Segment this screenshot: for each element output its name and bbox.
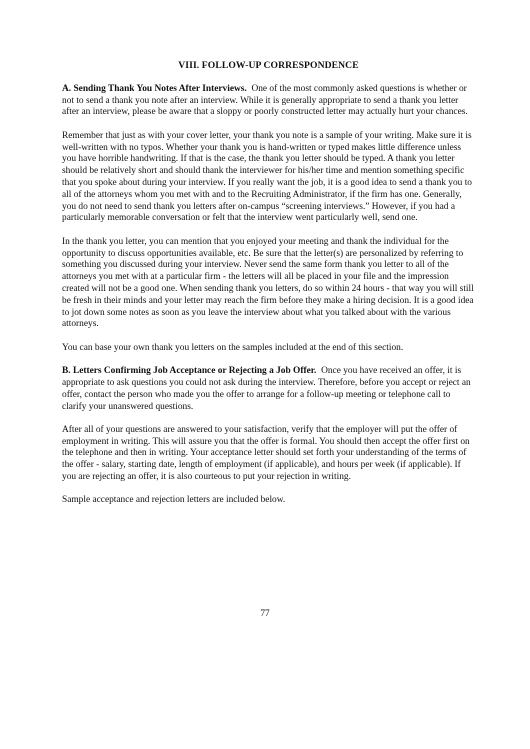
section-a-paragraph-3: In the thank you letter, you can mention that you enjoyed your meeting and thank the individual for the opportunity to discuss opportunities available, etc. Be sure that the letter(s) are personalized by referring to something you discussed during your interview. Never send the same form thank you letter to all of the attorneys you met with at a particular firm - the letters will all be placed in your file and the impression created will not be a good one. When sending thank you letters, do so within 24 hours - that way you will still be fresh in their minds and your letter may reach the firm before they make a hiring decision. It is a good idea to jot down some notes as soon as you leave the interview about what you talked about with the various attorneys.: [62, 236, 474, 330]
section-b-paragraph-3: Sample acceptance and rejection letters are included below.: [62, 495, 286, 506]
document-page: [62, 60, 475, 519]
section-a-heading: A. Sending Thank You Notes After Interviews.: [62, 83, 247, 94]
page-number: 77: [260, 609, 270, 619]
section-a-paragraph-2: Remember that just as with your cover letter, your thank you note is a sample of your writing. Make sure it is well-written with no typos. Whether your thank you is hand-written or typed makes little difference unless you have horrible handwriting. If that is the case, the thank you letter should be typed. A thank you letter should be relatively short and should thank the interviewer for his/her time and mention something specific that you spoke about during your interview. If you really want the job, it is a good idea to send a thank you to all of the attorneys whom you met with and to the Recruiting Administrator, if the firm has one. Generally, you do not need to send thank you letters after on-campus “screening interviews.” However, if you had a particularly memorable conversation or felt that the interview went particularly well, send one.: [62, 130, 472, 224]
section-b-paragraph-1: [62, 366, 475, 413]
section-a-paragraph-1: [62, 84, 475, 119]
section-b-intro-text: Once you have received an offer, it is appropriate to ask questions you could not ask during the interview. Therefore, before you accept or reject an offer, contact the person who made you the offer to arrange for a follow-up meeting or telephone call to clarify your unanswered questions.: [62, 366, 471, 412]
section-b-heading: B. Letters Confirming Job Acceptance or Rejecting a Job Offer.: [62, 366, 317, 377]
section-a-paragraph-4: You can base your own thank you letters on the samples included at the end of this section.: [62, 342, 404, 353]
section-a-intro-text: One of the most commonly asked questions is whether or not to send a thank you note after an interview. While it is generally appropriate to send a thank you letter after an interview, please be aware that a sloppy or poorly constructed letter may actually hurt your chances.: [62, 83, 468, 118]
section-b-paragraph-2: After all of your questions are answered to your satisfaction, verify that the employer will put the offer of employment in writing. This will assure you that the offer is formal. You should then accept the offer first on the telephone and then in writing. Your acceptance letter should set forth your understanding of the terms of the offer - salary, starting date, length of employment (if applicable), and hours per week (if applicable). If you are rejecting an offer, it is also courteous to put your rejection in writing.: [62, 424, 470, 483]
page-title: VIII. FOLLOW-UP CORRESPONDENCE: [178, 60, 359, 71]
